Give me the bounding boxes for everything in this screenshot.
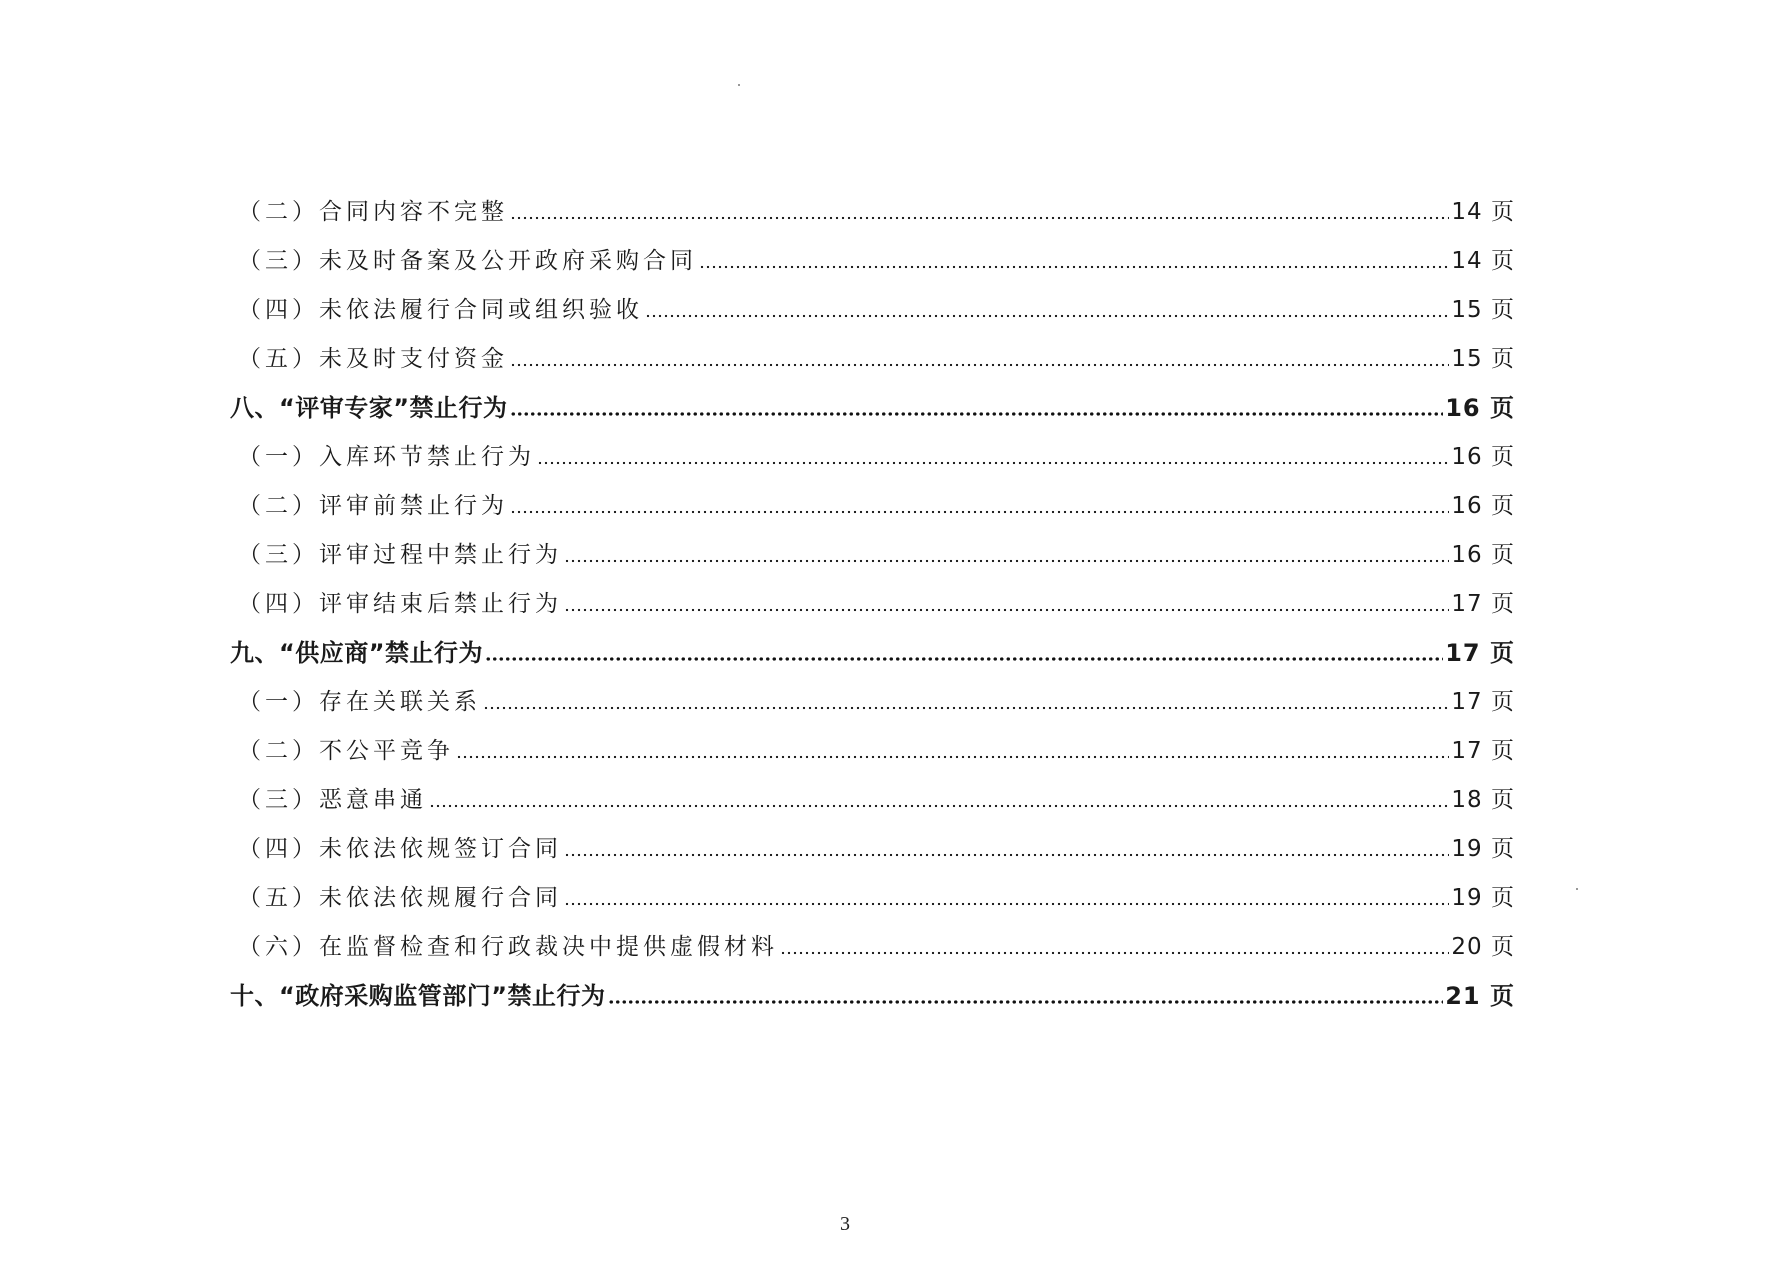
toc-entry-page: 18 页 bbox=[1451, 787, 1515, 813]
toc-entry-title: （四）评审结束后禁止行为 bbox=[238, 591, 562, 617]
dot-leader bbox=[429, 789, 1449, 809]
toc-entry[interactable] bbox=[230, 678, 1515, 727]
toc-entry-page: 17 页 bbox=[1445, 639, 1515, 667]
dot-leader bbox=[483, 691, 1449, 711]
toc-entry-title: （二）评审前禁止行为 bbox=[238, 493, 508, 519]
dot-leader bbox=[564, 887, 1449, 907]
toc-entry[interactable] bbox=[230, 482, 1515, 531]
toc-entry-page: 16 页 bbox=[1451, 444, 1515, 470]
toc-entry-title: （四）未依法履行合同或组织验收 bbox=[238, 297, 643, 323]
dot-leader bbox=[645, 299, 1449, 319]
dot-leader bbox=[699, 250, 1449, 270]
page-number: 3 bbox=[840, 1213, 850, 1235]
dot-leader bbox=[564, 593, 1449, 613]
dot-leader bbox=[608, 985, 1444, 1005]
dot-leader bbox=[780, 936, 1449, 956]
toc-entry-page: 17 页 bbox=[1451, 738, 1515, 764]
dot-leader bbox=[537, 446, 1449, 466]
dot-leader bbox=[564, 544, 1449, 564]
toc-entry-title: （二）不公平竞争 bbox=[238, 738, 454, 764]
table-of-contents bbox=[230, 188, 1515, 1021]
toc-entry[interactable] bbox=[230, 384, 1515, 433]
toc-entry[interactable] bbox=[230, 580, 1515, 629]
dot-leader bbox=[510, 201, 1449, 221]
toc-entry-page: 16 页 bbox=[1451, 493, 1515, 519]
scan-speck bbox=[738, 84, 740, 86]
toc-entry[interactable] bbox=[230, 727, 1515, 776]
toc-entry-page: 21 页 bbox=[1445, 982, 1515, 1010]
toc-entry-title: （一）入库环节禁止行为 bbox=[238, 444, 535, 470]
dot-leader bbox=[510, 495, 1449, 515]
toc-entry[interactable] bbox=[230, 237, 1515, 286]
toc-entry[interactable] bbox=[230, 825, 1515, 874]
toc-entry-page: 15 页 bbox=[1451, 297, 1515, 323]
toc-entry-title: 十、“政府采购监管部门”禁止行为 bbox=[230, 982, 606, 1010]
toc-entry-page: 17 页 bbox=[1451, 689, 1515, 715]
toc-entry-title: 八、“评审专家”禁止行为 bbox=[230, 394, 508, 422]
toc-entry-page: 15 页 bbox=[1451, 346, 1515, 372]
toc-entry-page: 16 页 bbox=[1451, 542, 1515, 568]
dot-leader bbox=[510, 397, 1444, 417]
toc-entry[interactable] bbox=[230, 972, 1515, 1021]
toc-entry[interactable] bbox=[230, 629, 1515, 678]
toc-entry-page: 17 页 bbox=[1451, 591, 1515, 617]
toc-entry-page: 20 页 bbox=[1451, 934, 1515, 960]
toc-entry-title: （四）未依法依规签订合同 bbox=[238, 836, 562, 862]
toc-entry-title: （三）评审过程中禁止行为 bbox=[238, 542, 562, 568]
toc-entry[interactable] bbox=[230, 286, 1515, 335]
toc-entry-page: 14 页 bbox=[1451, 248, 1515, 274]
toc-entry-title: （一）存在关联关系 bbox=[238, 689, 481, 715]
toc-entry[interactable] bbox=[230, 433, 1515, 482]
toc-entry-page: 14 页 bbox=[1451, 199, 1515, 225]
toc-entry-title: （六）在监督检查和行政裁决中提供虚假材料 bbox=[238, 934, 778, 960]
toc-entry[interactable] bbox=[230, 188, 1515, 237]
dot-leader bbox=[510, 348, 1449, 368]
toc-entry-title: （五）未及时支付资金 bbox=[238, 346, 508, 372]
toc-entry[interactable] bbox=[230, 923, 1515, 972]
scan-speck bbox=[1576, 888, 1578, 890]
toc-entry[interactable] bbox=[230, 776, 1515, 825]
toc-entry[interactable] bbox=[230, 874, 1515, 923]
toc-entry[interactable] bbox=[230, 531, 1515, 580]
toc-entry-page: 19 页 bbox=[1451, 885, 1515, 911]
dot-leader bbox=[564, 838, 1449, 858]
toc-entry-title: （二）合同内容不完整 bbox=[238, 199, 508, 225]
toc-entry-title: 九、“供应商”禁止行为 bbox=[230, 639, 484, 667]
toc-entry-page: 16 页 bbox=[1445, 394, 1515, 422]
toc-entry-page: 19 页 bbox=[1451, 836, 1515, 862]
toc-entry[interactable] bbox=[230, 335, 1515, 384]
dot-leader bbox=[485, 642, 1443, 662]
toc-entry-title: （三）恶意串通 bbox=[238, 787, 427, 813]
toc-entry-title: （五）未依法依规履行合同 bbox=[238, 885, 562, 911]
dot-leader bbox=[456, 740, 1449, 760]
toc-entry-title: （三）未及时备案及公开政府采购合同 bbox=[238, 248, 697, 274]
